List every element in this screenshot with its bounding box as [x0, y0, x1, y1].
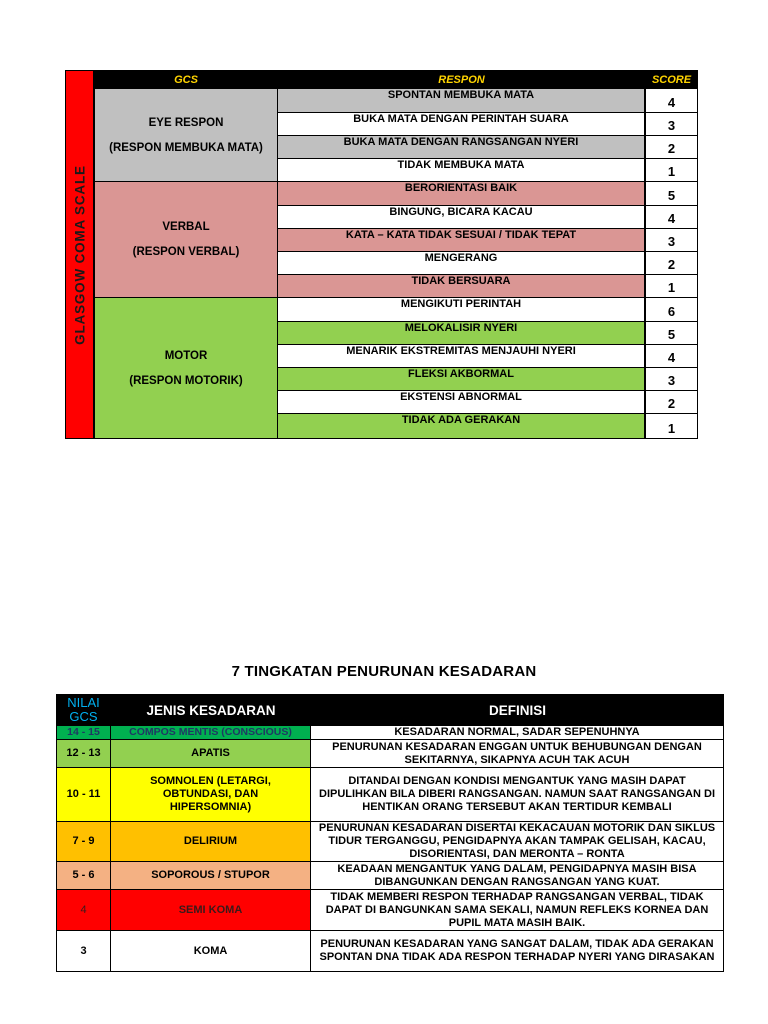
- score-cell: 2: [645, 252, 698, 275]
- definisi-cell: PENURUNAN KESADARAN ENGGAN UNTUK BEHUBUNGAN DENGAN SEKITARNYA, SIKAPNYA ACUH TAK ACUH: [311, 740, 724, 768]
- header-jenis: JENIS KESADARAN: [111, 694, 311, 726]
- score-cell: 4: [645, 345, 698, 368]
- definisi-cell: KEADAAN MENGANTUK YANG DALAM, PENGIDAPNYA MASIH BISA DIBANGUNKAN DENGAN RANGSANGAN YANG KUAT.: [311, 862, 724, 890]
- jenis-cell: COMPOS MENTIS (CONSCIOUS): [111, 726, 311, 740]
- definisi-cell: DITANDAI DENGAN KONDISI MENGANTUK YANG MASIH DAPAT DIPULIHKAN BILA DIBERI RANGSANGAN. NAMUN SAAT RANGSANGAN DI HENTIKAN ORANG TERSEBUT AKAN TERTIDUR KEMBALI: [311, 768, 724, 822]
- category-eye: [94, 89, 278, 182]
- header-nilai: NILAI GCS: [56, 694, 111, 726]
- nilai-cell: 5 - 6: [56, 862, 111, 890]
- score-cell: 4: [645, 206, 698, 229]
- jenis-cell: SEMI KOMA: [111, 890, 311, 931]
- header-definisi: DEFINISI: [311, 694, 724, 726]
- jenis-cell: SOPOROUS / STUPOR: [111, 862, 311, 890]
- section-title: 7 TINGKATAN PENURUNAN KESADARAN: [231, 663, 537, 680]
- category-motor-sub: (RESPON MOTORIK): [129, 374, 243, 387]
- category-motor: [94, 298, 278, 439]
- jenis-cell: DELIRIUM: [111, 822, 311, 862]
- score-cell: 2: [645, 136, 698, 159]
- category-motor-name: MOTOR: [164, 349, 208, 362]
- score-cell: 5: [645, 182, 698, 206]
- jenis-cell: APATIS: [111, 740, 311, 768]
- category-verbal-sub: (RESPON VERBAL): [132, 246, 240, 258]
- score-cell: 3: [645, 113, 698, 136]
- nilai-cell: 7 - 9: [56, 822, 111, 862]
- score-cell: 1: [645, 414, 698, 439]
- score-cell: 2: [645, 391, 698, 414]
- jenis-cell: KOMA: [111, 931, 311, 972]
- header-respon: RESPON: [278, 70, 645, 89]
- category-verbal: [94, 182, 278, 298]
- response-row: TIDAK MEMBUKA MATA: [278, 159, 645, 182]
- response-row: MENARIK EKSTREMITAS MENJAUHI NYERI: [278, 345, 645, 368]
- response-row: FLEKSI AKBORMAL: [278, 368, 645, 391]
- score-cell: 3: [645, 229, 698, 252]
- response-row: BUKA MATA DENGAN PERINTAH SUARA: [278, 113, 645, 136]
- gcs-side-label: [65, 70, 94, 439]
- header-score: SCORE: [645, 70, 698, 89]
- jenis-cell: SOMNOLEN (LETARGI, OBTUNDASI, DAN HIPERSOMNIA): [111, 768, 311, 822]
- response-row: TIDAK ADA GERAKAN: [278, 414, 645, 439]
- gcs-table: [65, 70, 698, 439]
- nilai-cell: 4: [56, 890, 111, 931]
- definisi-cell: PENURUNAN KESADARAN YANG SANGAT DALAM, TIDAK ADA GERAKAN SPONTAN DNA TIDAK ADA RESPON TERHADAP NYERI YANG DIRASAKAN: [311, 931, 724, 972]
- score-cell: 1: [645, 159, 698, 182]
- score-cell: 3: [645, 368, 698, 391]
- response-row: MENGIKUTI PERINTAH: [278, 298, 645, 322]
- definisi-cell: TIDAK MEMBERI RESPON TERHADAP RANGSANGAN VERBAL, TIDAK DAPAT DI BANGUNKAN SAMA SEKALI, NAMUN REFLEKS KORNEA DAN PUPIL MATA MASIH BAIK.: [311, 890, 724, 931]
- response-row: TIDAK BERSUARA: [278, 275, 645, 298]
- category-eye-name: EYE RESPON: [148, 116, 224, 129]
- response-row: BUKA MATA DENGAN RANGSANGAN NYERI: [278, 136, 645, 159]
- response-row: EKSTENSI ABNORMAL: [278, 391, 645, 414]
- response-row: BINGUNG, BICARA KACAU: [278, 206, 645, 229]
- score-cell: 4: [645, 89, 698, 113]
- definisi-cell: PENURUNAN KESADARAN DISERTAI KEKACAUAN MOTORIK DAN SIKLUS TIDUR TERGANGGU, PENGIDAPNYA AKAN TAMPAK GELISAH, KACAU, DISORIENTASI, DAN MERONTA – RONTA: [311, 822, 724, 862]
- score-cell: 1: [645, 275, 698, 298]
- category-eye-sub: (RESPON MEMBUKA MATA): [109, 141, 263, 154]
- response-row: SPONTAN MEMBUKA MATA: [278, 89, 645, 113]
- nilai-cell: 14 - 15: [56, 726, 111, 740]
- response-row: MENGERANG: [278, 252, 645, 275]
- score-cell: 5: [645, 322, 698, 345]
- nilai-cell: 10 - 11: [56, 768, 111, 822]
- response-row: BERORIENTASI BAIK: [278, 182, 645, 206]
- score-cell: 6: [645, 298, 698, 322]
- category-verbal-name: VERBAL: [162, 221, 210, 233]
- nilai-cell: 12 - 13: [56, 740, 111, 768]
- header-gcs: GCS: [94, 70, 278, 89]
- consciousness-table: [56, 694, 724, 972]
- gcs-side-title: GLASGOW COMA SCALE: [72, 164, 87, 345]
- response-row: KATA – KATA TIDAK SESUAI / TIDAK TEPAT: [278, 229, 645, 252]
- nilai-cell: 3: [56, 931, 111, 972]
- response-row: MELOKALISIR NYERI: [278, 322, 645, 345]
- definisi-cell: KESADARAN NORMAL, SADAR SEPENUHNYA: [311, 726, 724, 740]
